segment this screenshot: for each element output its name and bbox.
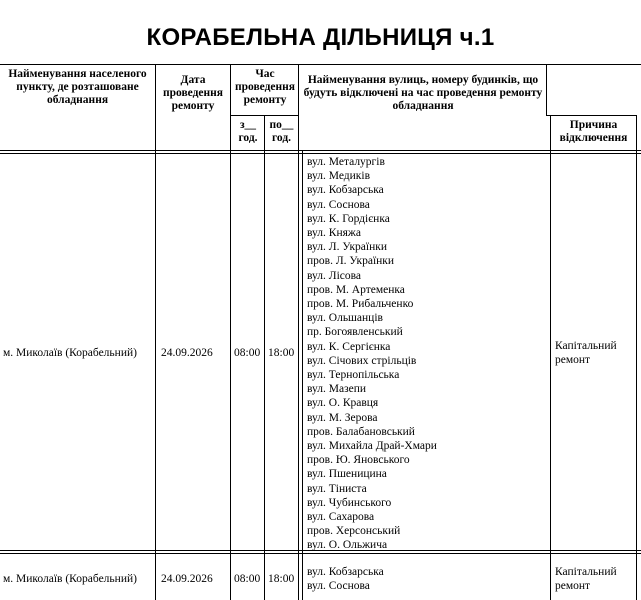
header-date: Дата проведення ремонту [162, 74, 224, 112]
col-divider-5-top [546, 64, 547, 115]
col-divider-4 [298, 64, 299, 600]
street-item: вул. Ольшанців [307, 312, 383, 325]
header-bottom-border-double [0, 153, 641, 154]
header-top-border [0, 64, 546, 65]
header-time: Час проведення ремонту [234, 68, 296, 106]
street-item: вул. Січових стрільців [307, 354, 417, 367]
row2-from: 08:00 [234, 573, 261, 585]
street-item: вул. О. Ольжича [307, 539, 388, 552]
row2-date: 24.09.2026 [161, 573, 213, 585]
header-top-border-reason [546, 64, 641, 65]
col-divider-3 [264, 115, 265, 600]
row2-to: 18:00 [268, 573, 295, 585]
street-item: пров. Ю. Яновського [307, 454, 410, 467]
row1-from: 08:00 [234, 347, 261, 359]
street-item: пров. М. Рибальченко [307, 298, 414, 311]
street-item: вул. Мазепи [307, 383, 367, 396]
header-reason: Причина відключення [559, 119, 628, 144]
street-item: вул. Чубинського [307, 496, 392, 509]
street-item: вул. М. Зерова [307, 411, 378, 424]
street-item: пр. Богоявленський [307, 326, 403, 339]
col-divider-5 [550, 115, 551, 600]
page-title: КОРАБЕЛЬНА ДІЛЬНИЦЯ ч.1 [146, 24, 495, 51]
row1-reason: Капітальний ремонт [555, 340, 617, 366]
street-item: пров. Л. Українки [307, 255, 395, 268]
header-from: з__ год. [238, 119, 258, 144]
header-to: по__ год. [269, 119, 294, 144]
street-item: вул. Пшеницина [307, 468, 387, 481]
row1-to: 18:00 [268, 347, 295, 359]
row2-settlement: м. Миколаїв (Корабельний) [3, 573, 137, 585]
header-streets: Найменування вулиць, номеру будинків, що будуть відключені на час проведення ремонту обладнання [303, 74, 543, 112]
outage-table [0, 64, 641, 600]
street-item: пров. М. Артеменка [307, 283, 405, 296]
street-item: вул. К. Сергієнка [307, 340, 391, 353]
street-item: вул. Тернопільська [307, 369, 400, 382]
row2-streets [307, 565, 384, 593]
street-item: вул. Лісова [307, 269, 362, 282]
street-item: вул. Металургів [307, 156, 385, 168]
street-item: вул. Л. Українки [307, 241, 387, 254]
street-item: вул. К. Гордієнка [307, 212, 390, 225]
street-item: вул. Сахарова [307, 511, 375, 524]
street-item: вул. О. Кравця [307, 397, 379, 410]
row1-streets [307, 155, 437, 553]
street-item: вул. Княжа [307, 227, 361, 240]
street-item: вул. Кобзарська [307, 184, 384, 197]
street-item: вул. Соснова [307, 198, 370, 211]
street-item: вул. Медиків [307, 170, 371, 183]
street-item: вул. Соснова [307, 580, 370, 593]
street-item: вул. Тіниста [307, 482, 367, 495]
street-item: пров. Херсонський [307, 525, 401, 538]
street-item: вул. Кобзарська [307, 566, 384, 578]
row1-settlement: м. Миколаїв (Корабельний) [3, 347, 137, 359]
street-item: пров. Балабановський [307, 425, 415, 438]
col-divider-1 [155, 64, 156, 600]
header-bottom-border [0, 150, 641, 151]
row2-reason: Капітальний ремонт [555, 566, 617, 592]
row1-date: 24.09.2026 [161, 347, 213, 359]
street-item: вул. Михайла Драй-Хмари [307, 440, 437, 453]
reason-header-top-border [546, 115, 636, 116]
header-settlement: Найменування населеного пункту, де розташоване обладнання [8, 68, 147, 106]
row-separator-double [0, 553, 641, 554]
col-divider-6 [636, 115, 637, 600]
col-divider-4b [302, 150, 303, 600]
col-divider-2 [230, 64, 231, 600]
